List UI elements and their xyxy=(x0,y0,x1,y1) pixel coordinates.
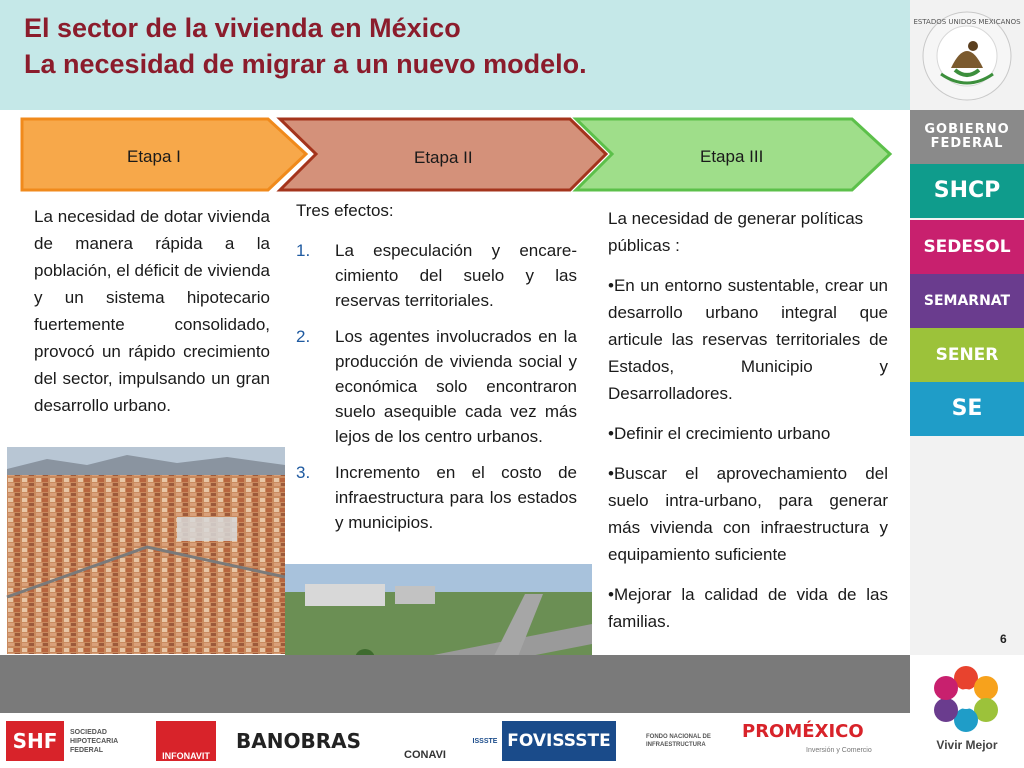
stage-2-label: Etapa II xyxy=(414,148,473,167)
agency-sedesol: SEDESOL xyxy=(910,220,1024,274)
vivir-mejor-flower-icon xyxy=(926,664,1006,734)
list-number: 1. xyxy=(296,241,311,260)
agency-se: SE xyxy=(910,382,1024,436)
stage-3-intro: La necesidad de generar políticas públicas : xyxy=(608,209,864,255)
list-number: 2. xyxy=(296,327,311,346)
banobras-logo: BANOBRAS xyxy=(236,729,361,753)
issste-logo: ISSSTE xyxy=(472,737,498,745)
svg-text:ESTADOS UNIDOS MEXICANOS: ESTADOS UNIDOS MEXICANOS xyxy=(913,18,1021,26)
coat-of-arms-seal xyxy=(913,10,1021,102)
list-text: Los agentes involucrados en la producción de vivienda social y económica solo encontraron suelo asequible cada vez más lejos de los centro urbanos. xyxy=(335,327,577,446)
list-item xyxy=(296,324,577,449)
agency-sener: SENER xyxy=(910,328,1024,382)
title-line-1: El sector de la vivienda en México xyxy=(24,13,461,43)
partner-logos xyxy=(0,713,910,768)
list-item xyxy=(296,238,577,313)
agency-shcp: SHCP xyxy=(910,164,1024,218)
stage-1-text: La necesidad de dotar vivienda de manera rápida a la población, el déficit de vivienda y un sistema hipotecario fuertemente consolidado, provocó un rápido crecimiento del sector, impulsando un gran desarrollo urbano. xyxy=(34,207,270,415)
list-item xyxy=(296,460,577,535)
bullet-item: •Buscar el aprovechamiento del suelo intra-urbano, para generar más vivienda con infraestructura y equipamiento suficiente xyxy=(608,464,888,564)
housing-aerial-photo xyxy=(7,447,285,654)
list-number: 3. xyxy=(296,463,311,482)
title-line-2: La necesidad de migrar a un nuevo modelo. xyxy=(24,49,587,79)
stage-3-text xyxy=(608,205,888,648)
stage-3-label: Etapa III xyxy=(700,147,764,166)
agency-gobierno-federal: GOBIERNO FEDERAL xyxy=(910,110,1024,164)
agency-semarnat: SEMARNAT xyxy=(910,274,1024,328)
promexico-subtitle: Inversión y Comercio xyxy=(806,746,872,754)
footer-band xyxy=(0,655,910,713)
bullet-item: •En un entorno sustentable, crear un desarrollo urbano integral que articule las reservas territoriales de Estados, Municipio y Desarrolladores. xyxy=(608,276,888,403)
infonavit-logo: INFONAVIT xyxy=(156,721,216,761)
list-text: Incremento en el costo de infraestructura para los estados y municipios. xyxy=(335,463,577,532)
fovissste-logo: FOVISSSTE xyxy=(502,721,616,761)
page-title xyxy=(24,10,587,82)
page-number: 6 xyxy=(1000,632,1007,646)
promexico-logo: PROMÉXICO xyxy=(742,721,864,742)
bullet-item: •Definir el crecimiento urbano xyxy=(608,424,831,443)
stage-1-label: Etapa I xyxy=(127,147,181,166)
effects-list xyxy=(296,238,577,546)
stage-2-heading: Tres efectos: xyxy=(296,201,394,220)
conavi-logo: CONAVI xyxy=(404,749,446,761)
vivir-mejor-label: Vivir Mejor xyxy=(936,738,998,752)
shf-logo: SHF xyxy=(6,721,64,761)
bullet-item: •Mejorar la calidad de vida de las familias. xyxy=(608,585,888,631)
shf-subtitle: SOCIEDAD HIPOTECARIA FEDERAL xyxy=(70,728,118,754)
fonadin-logo: FONDO NACIONAL DE INFRAESTRUCTURA xyxy=(646,734,711,748)
list-text: La especulación y encare-cimiento del suelo y las reservas territoriales. xyxy=(335,241,577,310)
